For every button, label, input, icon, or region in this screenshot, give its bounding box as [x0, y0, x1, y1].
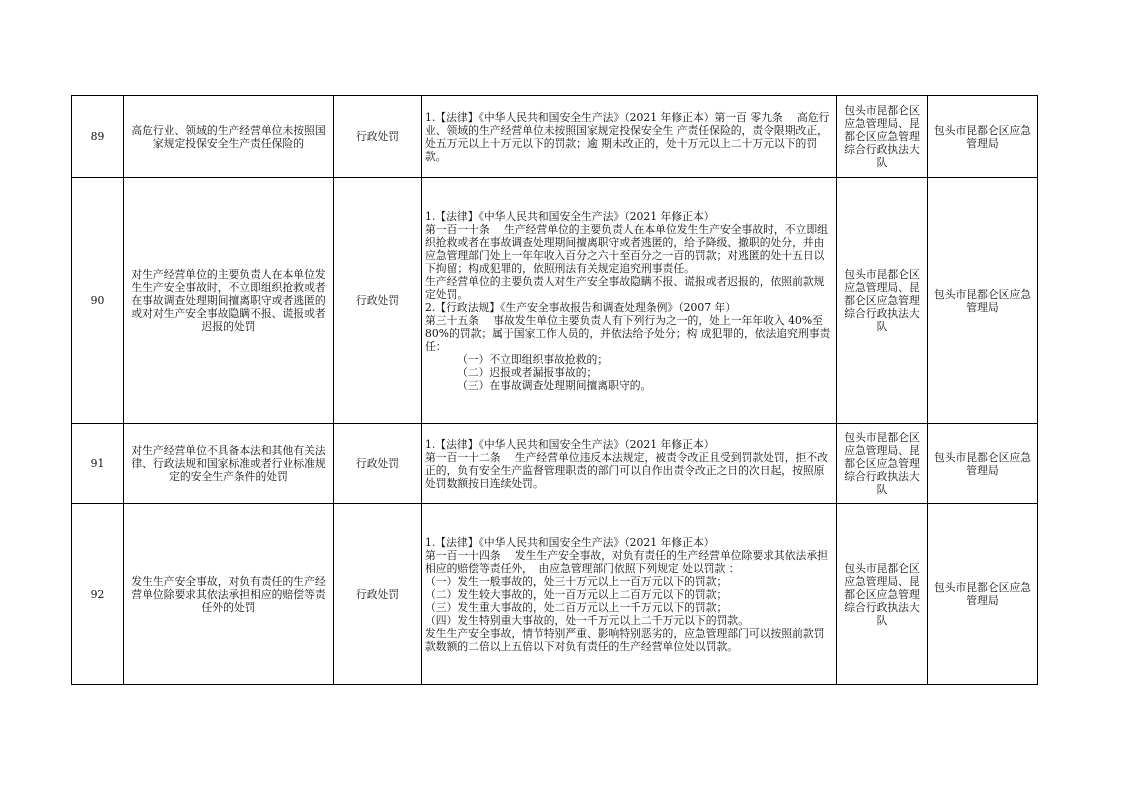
row-number: 92 — [72, 504, 124, 685]
enforcement-subject: 包头市昆都仑区应急管理局、昆都仑区应急管理综合行政执法大队 — [837, 96, 928, 178]
basis-line: （三）发生重大事故的，处二百万元以上一千万元以下的罚款； — [425, 600, 728, 614]
basis-line: （二）迟报或者漏报事故的； — [457, 365, 598, 379]
item-name: 高危行业、领域的生产经营单位未按照国家规定投保安全生产责任保险的 — [124, 96, 334, 178]
item-category: 行政处罚 — [334, 96, 422, 178]
legal-basis — [422, 96, 837, 178]
basis-line: 第一百一十条 生产经营单位的主要负责人在本单位发生生产安全事故时，不立即组织抢救或者在事故调查处理期间擅离职守或者逃匿的，给予降级、撤职的处分，并由应急管理部门处上一年年收入百分之六十至百分之一百的罚款；对逃匿的处十五日以下拘留；构成犯罪的，依照刑法有关规定追究刑事责任。 — [425, 222, 828, 275]
table-row — [72, 504, 1038, 685]
item-name: 对生产经营单位的主要负责人在本单位发生生产安全事故时，不立即组织抢救或者在事故调查处理期间擅离职守或者逃匿的或对对生产安全事故隐瞒不报、谎报或者迟报的处罚 — [124, 178, 334, 424]
power-list-table — [71, 95, 1038, 685]
basis-line: 第一百一十四条 发生生产安全事故，对负有责任的生产经营单位除要求其依法承担相应的赔偿等责任外， 由应急管理部门依照下列规定 处以罚款 ： — [425, 548, 828, 575]
item-category: 行政处罚 — [334, 178, 422, 424]
responsible-authority: 包头市昆都仑区应急管理局 — [928, 96, 1038, 178]
table-row — [72, 178, 1038, 424]
basis-line: （二）发生较大事故的，处一百万元以上二百万元以下的罚款； — [425, 587, 728, 601]
enforcement-subject: 包头市昆都仑区应急管理局、昆都仑区应急管理综合行政执法大队 — [837, 178, 928, 424]
basis-line: 1.【法律】《中华人民共和国安全生产法》（2021 年修正本） — [425, 437, 715, 451]
enforcement-subject: 包头市昆都仑区应急管理局、昆都仑区应急管理综合行政执法大队 — [837, 424, 928, 504]
row-number: 90 — [72, 178, 124, 424]
table-row — [72, 96, 1038, 178]
basis-line: 1.【法律】《中华人民共和国安全生产法》（2021 年修正本） — [425, 209, 715, 223]
legal-basis — [422, 504, 837, 685]
basis-line: 1.【法律】《中华人民共和国安全生产法》（2021 年修正本）第一百 零九条 高危行业、领域的生产经营单位未按照国家规定投保安全生 产责任保险的，责令限期改正，处五万元以上十万元以下的罚款；逾 期未改正的，处十万元以上二十万元以下的罚款。 — [425, 110, 830, 163]
basis-line: 发生生产安全事故，情节特别严重、影响特别恶劣的，应急管理部门可以按照前款罚款数额的二倍以上五倍以下对负有责任的生产经营单位处以罚款。 — [425, 626, 825, 653]
item-category: 行政处罚 — [334, 424, 422, 504]
enforcement-subject: 包头市昆都仑区应急管理局、昆都仑区应急管理综合行政执法大队 — [837, 504, 928, 685]
basis-line: （三）在事故调查处理期间擅离职守的。 — [457, 378, 652, 392]
basis-line: （一）不立即组织事故抢救的； — [457, 352, 609, 366]
basis-line: 生产经营单位的主要负责人对生产安全事故隐瞒不报、谎报或者迟报的，依照前款规定处罚。 — [425, 274, 825, 301]
responsible-authority: 包头市昆都仑区应急管理局 — [928, 504, 1038, 685]
basis-line: 第三十五条 事故发生单位主要负责人有下列行为之一的，处上一年年收入 40%至 80%的罚款；属于国家工作人员的，并依法给予处分；构 成犯罪的，依法追究刑事责任： — [425, 313, 831, 353]
basis-line: 第一百一十二条 生产经营单位违反本法规定，被责令改正且受到罚款处罚，拒不改正的，负有安全生产监督管理职责的部门可以自作出责令改正之日的次日起，按照原处罚数额按日连续处罚。 — [425, 450, 828, 490]
item-category: 行政处罚 — [334, 504, 422, 685]
row-number: 89 — [72, 96, 124, 178]
basis-line: （四）发生特别重大事故的，处一千万元以上二千万元以下的罚款。 — [425, 613, 749, 627]
item-name: 对生产经营单位不具备本法和其他有关法律、行政法规和国家标准或者行业标准规定的安全生产条件的处罚 — [124, 424, 334, 504]
item-name: 发生生产安全事故，对负有责任的生产经营单位除要求其依法承担相应的赔偿等责任外的处罚 — [124, 504, 334, 685]
basis-line: 2.【行政法规】《生产安全事故报告和调查处理条例》（2007 年） — [425, 300, 737, 314]
basis-line: （一）发生一般事故的，处三十万元以上一百万元以下的罚款； — [425, 574, 728, 588]
table-row — [72, 424, 1038, 504]
responsible-authority: 包头市昆都仑区应急管理局 — [928, 178, 1038, 424]
legal-basis — [422, 424, 837, 504]
row-number: 91 — [72, 424, 124, 504]
legal-basis — [422, 178, 837, 424]
responsible-authority: 包头市昆都仑区应急管理局 — [928, 424, 1038, 504]
basis-line: 1.【法律】《中华人民共和国安全生产法》（2021 年修正本） — [425, 535, 715, 549]
